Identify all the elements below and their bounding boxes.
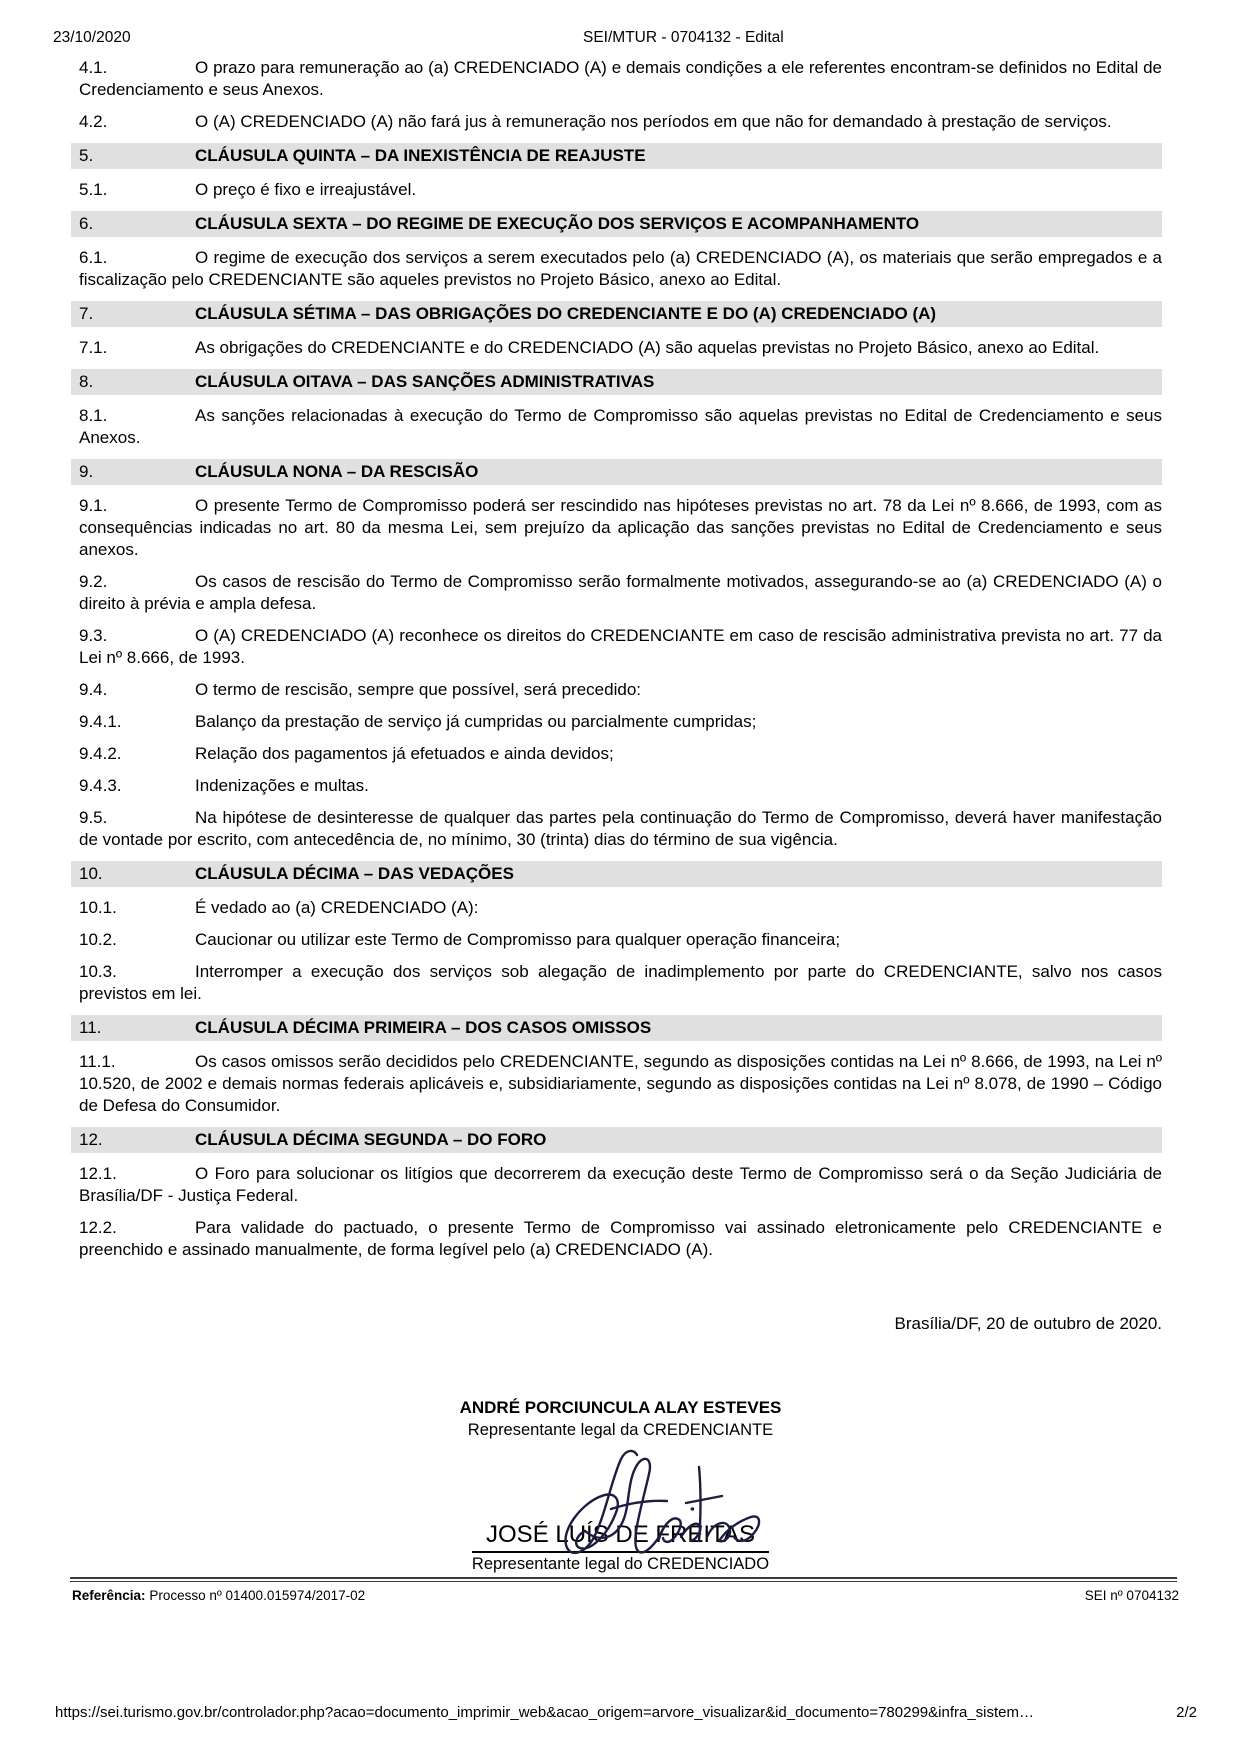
clause-number: 10.	[79, 864, 103, 883]
print-footer	[55, 1703, 1197, 1723]
reference-line	[72, 1588, 1179, 1604]
print-header	[0, 29, 1240, 49]
print-date: 23/10/2020	[53, 29, 131, 46]
clause-number: 9.2.	[79, 572, 108, 591]
clause-number: 11.	[79, 1018, 102, 1037]
clause-number: 12.1.	[79, 1164, 117, 1183]
clause-number: 9.3.	[79, 626, 108, 645]
clause-paragraph	[79, 337, 1162, 359]
clause-heading-title: CLÁUSULA SÉTIMA – DAS OBRIGAÇÕES DO CREDENCIANTE E DO (A) CREDENCIADO (A)	[195, 304, 937, 323]
clause-number: 10.1.	[79, 898, 117, 917]
clause-text: Relação dos pagamentos já efetuados e ainda devidos;	[195, 744, 614, 763]
clause-paragraph	[79, 1051, 1162, 1117]
clause-heading	[71, 369, 1162, 395]
clause-heading	[71, 1015, 1162, 1041]
clause-number: 10.2.	[79, 930, 117, 949]
reference-process	[72, 1588, 365, 1604]
clause-number: 8.1.	[79, 406, 108, 425]
clause-paragraph	[79, 405, 1162, 449]
clause-number: 5.1.	[79, 180, 108, 199]
clause-paragraph	[79, 495, 1162, 561]
place-and-date: Brasília/DF, 20 de outubro de 2020.	[894, 1314, 1162, 1333]
clause-paragraph	[79, 57, 1162, 101]
clause-heading-title: CLÁUSULA QUINTA – DA INEXISTÊNCIA DE REAJUSTE	[195, 146, 646, 165]
clause-paragraph	[79, 179, 1162, 201]
signature-block	[79, 1397, 1162, 1573]
signer2-role: Representante legal do CREDENCIADO	[471, 1555, 770, 1573]
clause-number: 4.1.	[79, 58, 108, 77]
clause-number: 9.4.1.	[79, 712, 122, 731]
clause-text: Interromper a execução dos serviços sob alegação de inadimplemento por parte do CREDENCIANTE, salvo nos casos previstos em lei.	[79, 962, 1162, 1003]
clause-number: 11.1.	[79, 1052, 116, 1071]
clause-paragraph	[79, 1217, 1162, 1261]
clause-text: O Foro para solucionar os litígios que decorrerem da execução deste Termo de Compromisso será o da Seção Judiciária de Brasília/DF - Justiça Federal.	[79, 1164, 1162, 1205]
clause-text: O (A) CREDENCIADO (A) não fará jus à remuneração nos períodos em que não for demandado à prestação de serviços.	[195, 112, 1112, 131]
clause-number: 8.	[79, 372, 94, 391]
clause-number: 9.1.	[79, 496, 108, 515]
clause-text: Balanço da prestação de serviço já cumpridas ou parcialmente cumpridas;	[195, 712, 757, 731]
clause-text: Indenizações e multas.	[195, 776, 369, 795]
clause-paragraph	[79, 929, 1162, 951]
clause-number: 7.	[79, 304, 94, 323]
clause-number: 5.	[79, 146, 94, 165]
clause-paragraph	[79, 897, 1162, 919]
clause-number: 9.4.	[79, 680, 108, 699]
footer-url: https://sei.turismo.gov.br/controlador.php?acao=documento_imprimir_web&acao_origem=arvore_visualizar&id_documento=780299&infra_sistem…	[55, 1704, 1035, 1721]
clause-text: Na hipótese de desinteresse de qualquer das partes pela continuação do Termo de Compromisso, deverá haver manifestação de vontade por escrito, com antecedência de, no mínimo, 30 (trinta) dias do término de sua vigência.	[79, 808, 1162, 849]
clause-text: O presente Termo de Compromisso poderá ser rescindido nas hipóteses previstas no art. 78 da Lei nº 8.666, de 1993, com as consequências indicadas no art. 80 da mesma Lei, sem prejuízo da aplicação das sanções previstas no Edital de Credenciamento e seus anexos.	[79, 496, 1162, 559]
clause-text: O regime de execução dos serviços a serem executados pelo (a) CREDENCIADO (A), os materiais que serão empregados e a fiscalização pelo CREDENCIANTE são aqueles previstos no Projeto Básico, anexo ao Edital.	[79, 248, 1162, 289]
signer2-name: JOSÉ LUÍS DE FREITAS	[472, 1521, 769, 1553]
clause-heading	[71, 301, 1162, 327]
clause-heading-title: CLÁUSULA DÉCIMA – DAS VEDAÇÕES	[195, 864, 514, 883]
clause-number: 9.4.3.	[79, 776, 122, 795]
clause-text: Os casos omissos serão decididos pelo CREDENCIANTE, segundo as disposições contidas na Lei nº 8.666, de 1993, na Lei nº 10.520, de 2002 e demais normas federais aplicáveis e, subsidiariamente, segundo as disposições contidas na Lei nº 8.078, de 1990 – Código de Defesa do Consumidor.	[79, 1052, 1162, 1115]
clause-heading	[71, 459, 1162, 485]
clause-paragraph	[79, 961, 1162, 1005]
clause-paragraph	[79, 679, 1162, 701]
clause-number: 10.3.	[79, 962, 117, 981]
clause-number: 4.2.	[79, 112, 108, 131]
clause-heading-title: CLÁUSULA NONA – DA RESCISÃO	[195, 462, 479, 481]
document-title: SEI/MTUR - 0704132 - Edital	[583, 29, 784, 46]
clause-number: 9.	[79, 462, 94, 481]
clause-paragraph	[79, 807, 1162, 851]
clause-heading	[71, 143, 1162, 169]
clause-text: É vedado ao (a) CREDENCIADO (A):	[195, 898, 479, 917]
reference-divider	[70, 1577, 1177, 1582]
signer1-name: ANDRÉ PORCIUNCULA ALAY ESTEVES	[459, 1398, 782, 1417]
clause-heading	[71, 861, 1162, 887]
clause-text: As sanções relacionadas à execução do Termo de Compromisso são aquelas previstas no Edital de Credenciamento e seus Anexos.	[79, 406, 1162, 447]
clause-heading-title: CLÁUSULA DÉCIMA PRIMEIRA – DOS CASOS OMISSOS	[195, 1018, 652, 1037]
clause-paragraph	[79, 111, 1162, 133]
clause-number: 6.	[79, 214, 94, 233]
clause-list	[79, 57, 1162, 1261]
clause-paragraph	[79, 1163, 1162, 1207]
clause-heading-title: CLÁUSULA SEXTA – DO REGIME DE EXECUÇÃO DOS SERVIÇOS E ACOMPANHAMENTO	[195, 214, 920, 233]
clause-text: O (A) CREDENCIADO (A) reconhece os direitos do CREDENCIANTE em caso de rescisão administrativa prevista no art. 77 da Lei nº 8.666, de 1993.	[79, 626, 1162, 667]
clause-text: Os casos de rescisão do Termo de Compromisso serão formalmente motivados, assegurando-se ao (a) CREDENCIADO (A) o direito à prévia e ampla defesa.	[79, 572, 1162, 613]
clause-number: 7.1.	[79, 338, 108, 357]
clause-text: Para validade do pactuado, o presente Termo de Compromisso vai assinado eletronicamente pelo CREDENCIANTE e preenchido e assinado manualmente, de forma legível pelo (a) CREDENCIADO (A).	[79, 1218, 1162, 1259]
reference-value: Processo nº 01400.015974/2017-02	[149, 1588, 366, 1603]
clause-text: O termo de rescisão, sempre que possível, será precedido:	[195, 680, 641, 699]
clause-number: 6.1.	[79, 248, 108, 267]
clause-paragraph	[79, 571, 1162, 615]
clause-paragraph	[79, 247, 1162, 291]
clause-number: 12.	[79, 1130, 103, 1149]
clause-heading	[71, 211, 1162, 237]
clause-heading-title: CLÁUSULA DÉCIMA SEGUNDA – DO FORO	[195, 1130, 547, 1149]
clause-number: 9.5.	[79, 808, 108, 827]
clause-text: Caucionar ou utilizar este Termo de Compromisso para qualquer operação financeira;	[195, 930, 841, 949]
clause-text: O preço é fixo e irreajustável.	[195, 180, 417, 199]
page-indicator: 2/2	[1176, 1704, 1197, 1721]
clause-number: 9.4.2.	[79, 744, 122, 763]
document-body	[79, 57, 1162, 1573]
sei-number: SEI nº 0704132	[1084, 1588, 1179, 1603]
clause-heading-title: CLÁUSULA OITAVA – DAS SANÇÕES ADMINISTRATIVAS	[195, 372, 655, 391]
clause-paragraph	[79, 711, 1162, 733]
clause-paragraph	[79, 775, 1162, 797]
reference-label: Referência:	[72, 1588, 146, 1603]
clause-text: O prazo para remuneração ao (a) CREDENCIADO (A) e demais condições a ele referentes encontram-se definidos no Edital de Credenciamento e seus Anexos.	[79, 58, 1162, 99]
clause-text: As obrigações do CREDENCIANTE e do CREDENCIADO (A) são aquelas previstas no Projeto Básico, anexo ao Edital.	[195, 338, 1100, 357]
clause-paragraph	[79, 743, 1162, 765]
clause-paragraph	[79, 625, 1162, 669]
clause-number: 12.2.	[79, 1218, 117, 1237]
clause-heading	[71, 1127, 1162, 1153]
signer1-role: Representante legal da CREDENCIANTE	[467, 1421, 774, 1439]
